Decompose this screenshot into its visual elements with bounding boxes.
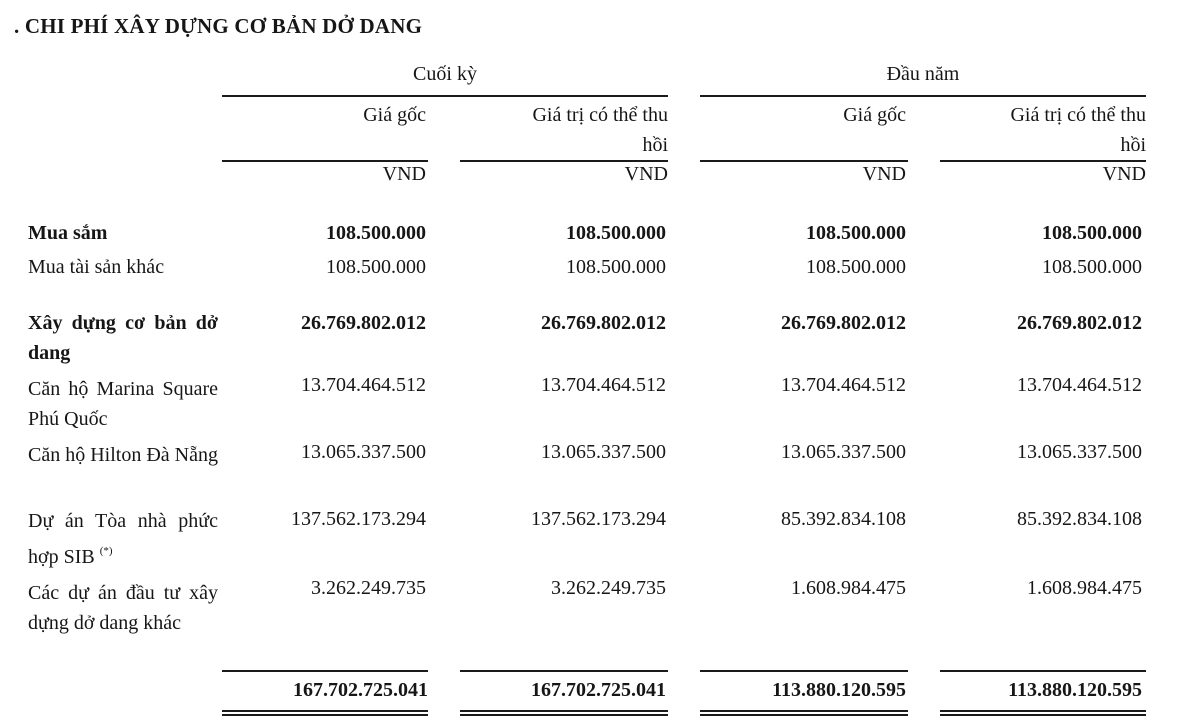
total-rule [940, 670, 1146, 672]
column-header-gia-goc-cuoi-ky [222, 100, 426, 130]
table-cell: 26.769.802.012 [781, 312, 906, 334]
table-cell: 1.608.984.475 [1027, 577, 1142, 599]
total-double-underline [700, 710, 908, 716]
table-cell: 137.562.173.294 [531, 508, 666, 530]
column-header-line: Giá trị có thể thu [532, 104, 668, 126]
total-double-underline [460, 710, 668, 716]
group-underline-cuoi-ky [222, 95, 668, 97]
column-header-line: hồi [1120, 134, 1146, 156]
total-rule [460, 670, 668, 672]
column-underline [222, 160, 428, 162]
table-cell: 13.065.337.500 [781, 441, 906, 463]
table-cell: 13.704.464.512 [1017, 374, 1142, 396]
total-cell: 167.702.725.041 [293, 679, 428, 701]
table-cell: 26.769.802.012 [1017, 312, 1142, 334]
table-cell: 85.392.834.108 [1017, 508, 1142, 530]
total-double-underline [940, 710, 1146, 716]
group-underline-dau-nam [700, 95, 1146, 97]
table-cell: 26.769.802.012 [301, 312, 426, 334]
row-label-mua-tai-san-khac: Mua tài sản khác [28, 256, 165, 278]
unit-label: VND [382, 163, 426, 185]
table-cell: 108.500.000 [1042, 222, 1142, 244]
total-rule [700, 670, 908, 672]
group-header-cuoi-ky: Cuối kỳ [413, 63, 477, 85]
table-cell: 13.704.464.512 [781, 374, 906, 396]
total-rule [222, 670, 428, 672]
row-label-cac-du-an-khac: Các dự án đầu tư xây dựng dở dang khác [28, 582, 218, 634]
row-label-hilton-da-nang: Căn hộ Hilton Đà Nẵng [28, 444, 218, 466]
table-cell: 13.065.337.500 [541, 441, 666, 463]
column-header-line: hồi [642, 134, 668, 156]
column-header-gia-tri-thu-hoi-dau-nam [940, 100, 1146, 160]
unit-label: VND [862, 163, 906, 185]
unit-label: VND [1102, 163, 1146, 185]
table-cell: 108.500.000 [326, 256, 426, 278]
total-cell: 113.880.120.595 [772, 679, 906, 701]
row-label-text: Dự án Tòa nhà phức hợp SIB [28, 510, 218, 568]
column-header-gia-goc-dau-nam [700, 100, 906, 130]
table-cell: 85.392.834.108 [781, 508, 906, 530]
table-cell: 3.262.249.735 [551, 577, 666, 599]
table-cell: 108.500.000 [806, 256, 906, 278]
column-header-line: Giá gốc [363, 104, 426, 126]
table-cell: 13.704.464.512 [301, 374, 426, 396]
row-label-toa-nha-sib [28, 506, 218, 572]
column-underline [940, 160, 1146, 162]
table-cell: 108.500.000 [806, 222, 906, 244]
table-cell: 13.704.464.512 [541, 374, 666, 396]
unit-label: VND [624, 163, 668, 185]
table-cell: 108.500.000 [566, 256, 666, 278]
column-header-gia-tri-thu-hoi-cuoi-ky [460, 100, 668, 160]
column-header-line: Giá gốc [843, 104, 906, 126]
table-cell: 26.769.802.012 [541, 312, 666, 334]
table-cell: 108.500.000 [566, 222, 666, 244]
total-cell: 113.880.120.595 [1008, 679, 1142, 701]
table-cell: 108.500.000 [1042, 256, 1142, 278]
group-header-dau-nam: Đầu năm [886, 63, 960, 85]
column-underline [700, 160, 908, 162]
row-label-marina-square: Căn hộ Marina Square Phú Quốc [28, 378, 218, 430]
table-cell: 13.065.337.500 [1017, 441, 1142, 463]
total-double-underline [222, 710, 428, 716]
table-cell: 13.065.337.500 [301, 441, 426, 463]
table-cell: 1.608.984.475 [791, 577, 906, 599]
row-label-mua-sam: Mua sắm [28, 222, 108, 244]
column-header-line: Giá trị có thể thu [1010, 104, 1146, 126]
table-cell: 137.562.173.294 [291, 508, 426, 530]
column-underline [460, 160, 668, 162]
table-cell: 108.500.000 [326, 222, 426, 244]
total-cell: 167.702.725.041 [531, 679, 666, 701]
row-label-xay-dung-co-ban-do-dang: Xây dựng cơ bản dở dang [28, 312, 218, 364]
section-title: . CHI PHÍ XÂY DỰNG CƠ BẢN DỞ DANG [14, 14, 423, 38]
footnote-marker: (*) [99, 545, 113, 557]
table-cell: 3.262.249.735 [311, 577, 426, 599]
